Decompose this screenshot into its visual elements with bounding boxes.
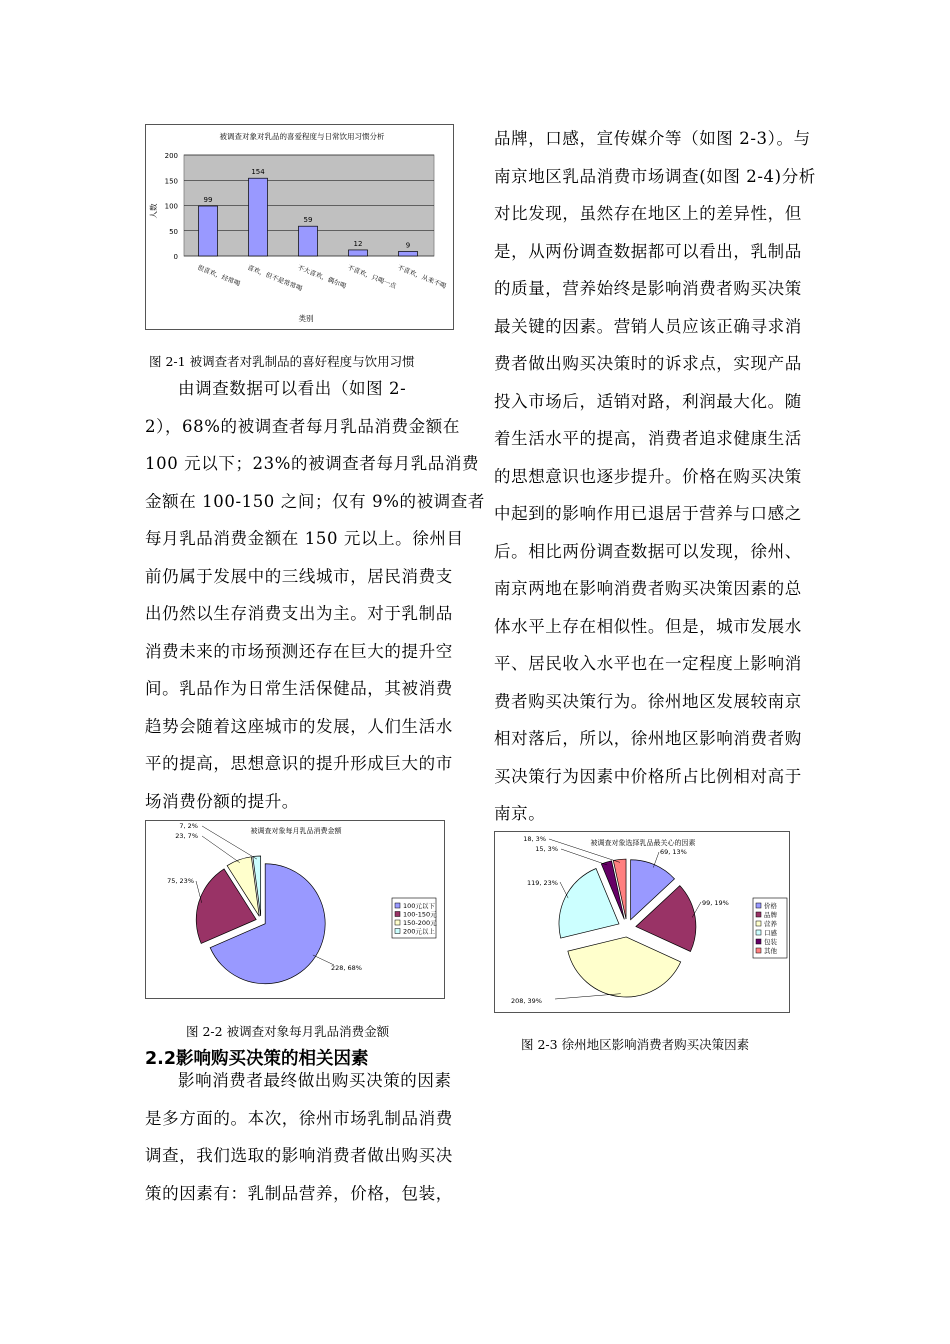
figure-2-3-pie-chart [494,831,790,1013]
section-heading: 2.2影响购买决策的相关因素 [145,1049,369,1069]
category-label: 很喜欢，经常喝 [196,263,242,288]
text-line: 的思想意识也逐步提升。价格在购买决策 [494,466,802,486]
text-line: 费者购买决策行为。徐州地区发展较南京 [494,691,802,711]
bar-value-label: 59 [303,216,313,225]
legend-label: 200元以上 [403,927,435,936]
text-line: 出仍然以生存消费支出为主。对于乳制品 [145,604,453,623]
text-line: 前仍属于发展中的三线城市，居民消费支 [145,566,453,586]
legend-swatch [756,903,761,908]
legend-swatch [395,920,400,925]
y-tick-label: 150 [164,177,178,186]
slice-label: 99, 19% [702,899,729,907]
text-line: 调查，我们选取的影响消费者做出购买决 [145,1146,453,1165]
slice-label: 119, 23% [527,879,558,887]
slice-label: 7, 2% [179,822,198,830]
slice-label: 15, 3% [535,845,558,853]
bar [249,178,268,256]
y-tick-label: 50 [169,227,178,236]
pie-chart-svg [146,821,444,998]
legend-label: 150-200元 [403,919,437,927]
pie-chart-svg [495,832,789,1012]
chart-title: 被调查对象选择乳品最关心的因素 [590,839,696,847]
legend-swatch [395,929,400,934]
bar-value-label: 154 [251,168,265,177]
legend-label: 100元以下 [403,902,435,910]
figure-2-2-pie-chart [145,820,445,999]
chart-title: 被调查对象对乳品的喜爱程度与日常饮用习惯分析 [219,132,385,141]
text-line: 相对落后，所以，徐州地区影响消费者购 [494,729,802,748]
figure-2-2-caption: 图 2-2 被调查对象每月乳品消费金额 [186,1024,390,1039]
category-label: 不喜欢，只喝一点 [346,263,398,291]
slice-label: 18, 3% [523,835,546,843]
text-line: 每月乳品消费金额在 150 元以上。徐州目 [145,529,464,548]
text-line: 南京两地在影响消费者购买决策因素的总 [494,579,802,598]
text-line: 2），68%的被调查者每月乳品消费金额在 [145,416,460,436]
legend-label: 价格 [764,902,777,910]
bar-value-label: 99 [203,196,213,205]
right-paragraph-1 [494,120,814,833]
bar [299,226,318,256]
text-line: 是多方面的。本次，徐州市场乳制品消费 [145,1108,453,1128]
paragraph-text [145,370,485,820]
text-line: 策的因素有：乳制品营养，价格，包装， [145,1183,453,1203]
legend-swatch [756,912,761,917]
text-line: 是，从两份调查数据都可以看出，乳制品 [494,241,802,261]
legend-swatch [395,912,400,917]
text-line: 着生活水平的提高，消费者追求健康生活 [494,429,802,448]
text-line: 南京。 [494,804,546,823]
y-tick-label: 200 [164,152,178,160]
y-tick-label: 100 [164,202,178,211]
legend-swatch [756,921,761,926]
bar-value-label: 9 [405,241,411,250]
text-line: 影响消费者最终做出购买决策的因素 [178,1071,452,1090]
legend-label: 品牌 [764,911,777,919]
leader-line [196,881,202,903]
legend-label: 其他 [764,947,777,955]
bar-chart-svg [146,125,453,329]
leader-line [202,826,257,859]
slice-label: 228, 68% [331,964,362,972]
text-line: 对比发现，虽然存在地区上的差异性，但 [494,204,802,223]
text-line: 消费未来的市场预测还存在巨大的提升空 [145,641,453,661]
text-line: 趋势会随着这座城市的发展，人们生活水 [145,716,453,736]
legend-swatch [756,948,761,953]
text-line: 品牌，口感，宣传媒介等（如图 2-3）。与 [494,129,811,148]
y-tick-label: 0 [173,253,178,261]
text-line: 体水平上存在相似性。但是，城市发展水 [494,616,802,636]
text-line: 由调查数据可以看出（如图 2- [178,379,407,398]
text-line: 间。乳品作为日常生活保健品，其被消费 [145,679,453,698]
x-axis-label: 类别 [298,314,314,323]
category-label: 不大喜欢，偶尔喝 [296,263,348,291]
leader-line [561,849,607,865]
legend-label: 包装 [764,938,777,946]
text-line: 金额在 100-150 之间；仅有 9%的被调查者 [145,491,485,511]
text-line: 南京地区乳品消费市场调查(如图 2-4)分析 [494,166,816,186]
slice-label: 75, 23% [167,877,194,885]
category-label: 喜欢，但不是常常喝 [246,263,304,293]
legend-label: 营养 [764,920,777,928]
legend-label: 口感 [764,929,777,937]
bar [199,206,218,256]
text-line: 的质量，营养始终是影响消费者购买决策 [494,279,802,298]
figure-2-3-caption: 图 2-3 徐州地区影响消费者购买决策因素 [521,1037,750,1052]
leader-line [555,994,621,999]
bar-value-label: 12 [353,239,363,248]
text-line: 中起到的影响作用已退居于营养与口感之 [494,504,802,523]
text-line: 后。相比两份调查数据可以发现，徐州、 [494,541,802,561]
leader-line [560,882,568,898]
text-line: 最关键的因素。营销人员应该正确寻求消 [494,316,802,336]
legend-swatch [395,903,400,908]
text-line: 买决策行为因素中价格所占比例相对高于 [494,766,802,786]
paragraph-text [494,120,814,833]
text-line: 费者做出购买决策时的诉求点，实现产品 [494,354,802,373]
text-line: 投入市场后，适销对路，利润最大化。随 [494,391,802,411]
text-line: 平、居民收入水平也在一定程度上影响消 [494,654,802,673]
figure-2-1-bar-chart [145,124,454,330]
bar [349,250,368,256]
legend-label: 100-150元 [403,910,437,919]
text-line: 场消费份额的提升。 [145,791,299,811]
text-line: 100 元以下；23%的被调查者每月乳品消费 [145,454,480,473]
text-line: 平的提高，思想意识的提升形成巨大的市 [145,754,453,773]
left-paragraph-1 [145,370,485,820]
category-label: 不喜欢，从来不喝 [396,263,448,291]
chart-title: 被调查对象每月乳品消费金额 [250,827,342,835]
leader-line [202,836,240,863]
y-axis-label: 人数 [149,203,158,219]
paragraph-text [145,1062,455,1212]
slice-label: 208, 39% [511,997,542,1005]
bar [399,251,418,256]
slice-label: 69, 13% [660,848,687,856]
pie-slice [568,937,681,997]
legend-swatch [756,930,761,935]
legend-swatch [756,939,761,944]
left-paragraph-2 [145,1062,455,1212]
slice-label: 23, 7% [175,832,198,840]
figure-2-1-caption: 图 2-1 被调查者对乳制品的喜好程度与饮用习惯 [149,354,415,369]
